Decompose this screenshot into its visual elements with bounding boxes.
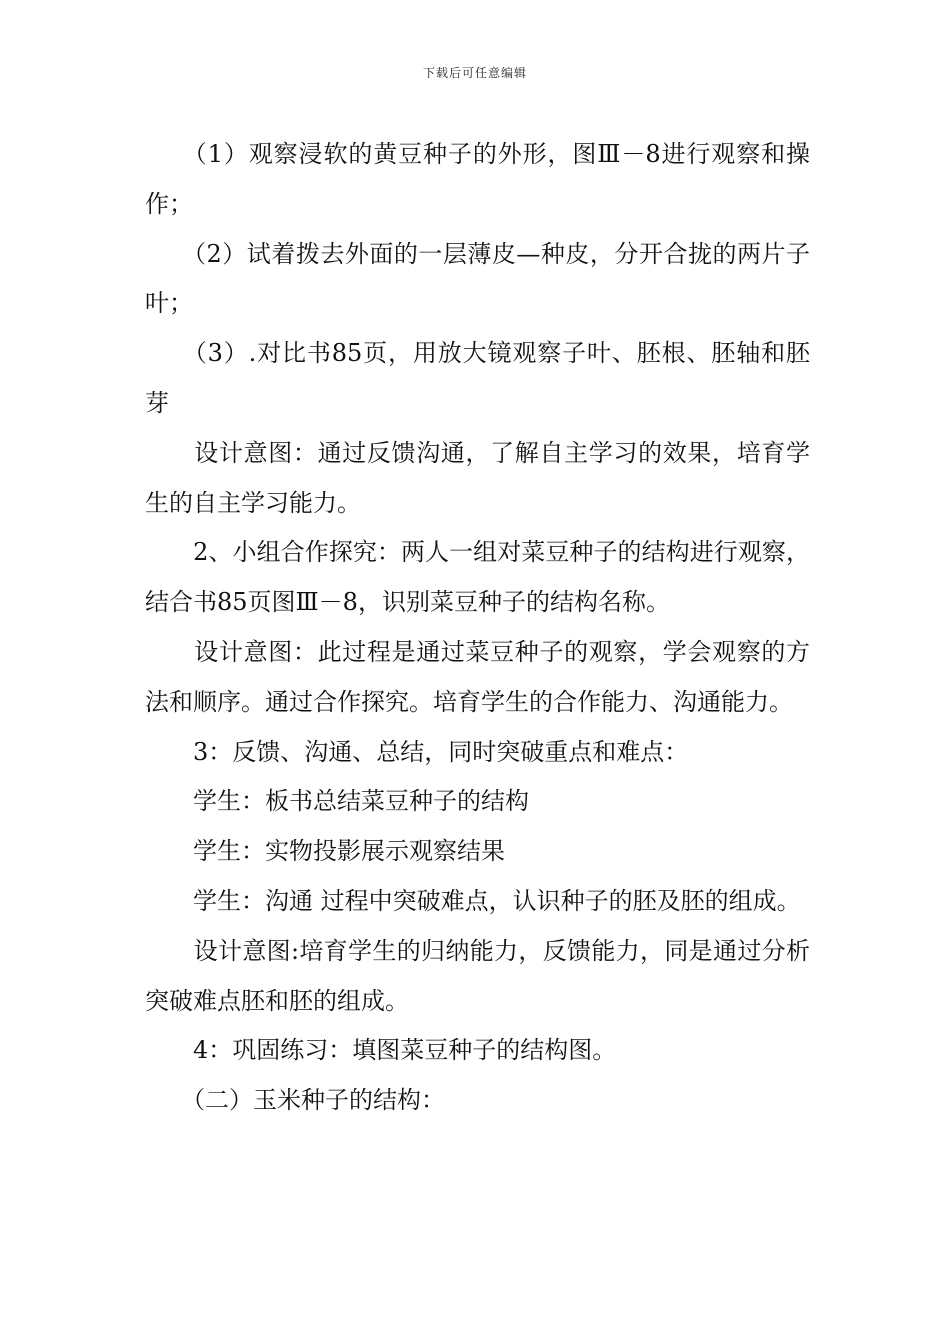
paragraph-group-inquiry: 2、小组合作探究：两人一组对菜豆种子的结构进行观察，结合书85页图Ⅲ－8，识别菜豆种子的结构名称。 xyxy=(145,538,810,617)
paragraph-consolidation-exercise: 4：巩固练习：填图菜豆种子的结构图。 xyxy=(145,1036,617,1065)
paragraph-observe-shape: （1）观察浸软的黄豆种子的外形，图Ⅲ－8进行观察和操作； xyxy=(145,140,810,218)
paragraph-design-intent-2: 设计意图：此过程是通过菜豆种子的观察，学会观察的方法和顺序。通过合作探究。培育学生的合作能力、沟通能力。 xyxy=(145,637,810,716)
page-header: 下载后可任意编辑 xyxy=(422,66,527,80)
paragraph-design-intent-3: 设计意图:培育学生的归纳能力，反馈能力，同是通过分析突破难点胚和胚的组成。 xyxy=(145,936,810,1015)
paragraph-student-blackboard: 学生：板书总结菜豆种子的结构 xyxy=(145,787,529,816)
paragraph-feedback-summary: 3：反馈、沟通、总结，同时突破重点和难点： xyxy=(145,737,689,766)
paragraph-student-communication: 学生：沟通 过程中突破难点，认识种子的胚及胚的组成。 xyxy=(145,886,801,915)
paragraph-design-intent-1: 设计意图：通过反馈沟通，了解自主学习的效果，培育学生的自主学习能力。 xyxy=(145,438,810,517)
paragraph-student-projection: 学生：实物投影展示观察结果 xyxy=(145,837,505,866)
paragraph-magnifier-observation: （3）.对比书85页，用放大镜观察子叶、胚根、胚轴和胚芽 xyxy=(145,339,810,417)
document-body xyxy=(145,130,810,1126)
paragraph-remove-seed-coat: （2）试着拨去外面的一层薄皮—种皮，分开合拢的两片子叶； xyxy=(145,239,810,318)
paragraph-corn-seed-heading: （二）玉米种子的结构： xyxy=(145,1086,445,1115)
